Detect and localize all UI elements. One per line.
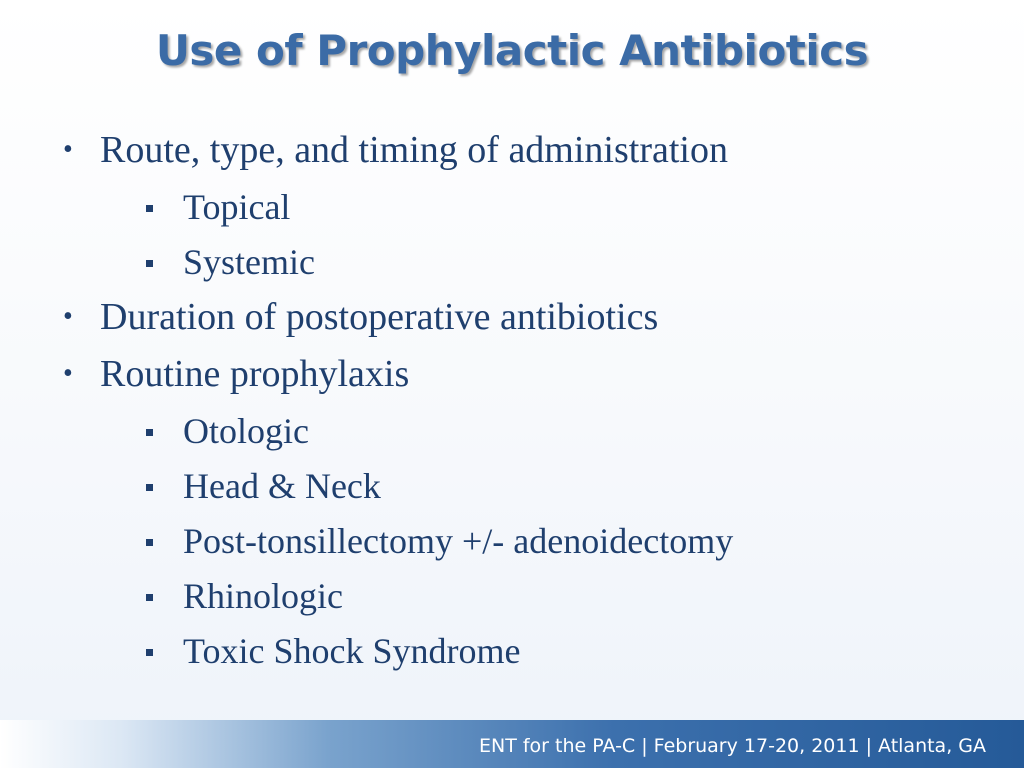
sub-bullet-item (0, 461, 1024, 516)
bullet-text: Routine prophylaxis (100, 353, 410, 395)
bullet-list (0, 125, 1024, 681)
sub-bullet-text: Otologic (183, 411, 309, 451)
sub-bullet-item (0, 182, 1024, 237)
sub-bullet-text: Rhinologic (183, 576, 343, 616)
square-bullet-icon (146, 626, 153, 676)
bullet-text: Route, type, and timing of administration (100, 129, 728, 171)
square-bullet-icon (146, 182, 153, 232)
square-bullet-icon (146, 461, 153, 511)
sub-bullet-item (0, 571, 1024, 626)
sub-bullet-text: Topical (183, 187, 291, 227)
bullet-text: Duration of postoperative antibiotics (100, 296, 659, 338)
sub-bullet-text: Post-tonsillectomy +/- adenoidectomy (183, 521, 734, 561)
sub-bullet-text: Systemic (183, 242, 315, 282)
footer-text: ENT for the PA-C | February 17-20, 2011 | Atlanta, GA (479, 735, 986, 757)
square-bullet-icon (146, 237, 153, 287)
bullet-item (0, 292, 1024, 349)
sub-bullet-item (0, 406, 1024, 461)
sub-bullet-item (0, 626, 1024, 681)
sub-bullet-item (0, 516, 1024, 571)
bullet-item (0, 125, 1024, 182)
round-bullet-icon: • (63, 358, 73, 389)
round-bullet-icon: • (63, 134, 73, 165)
round-bullet-icon: • (63, 301, 73, 332)
slide-title: Use of Prophylactic Antibiotics (155, 26, 869, 75)
bullet-item (0, 349, 1024, 406)
square-bullet-icon (146, 406, 153, 456)
sub-bullet-text: Head & Neck (183, 466, 381, 506)
square-bullet-icon (146, 571, 153, 621)
sub-bullet-item (0, 237, 1024, 292)
square-bullet-icon (146, 516, 153, 566)
sub-bullet-text: Toxic Shock Syndrome (183, 631, 521, 671)
